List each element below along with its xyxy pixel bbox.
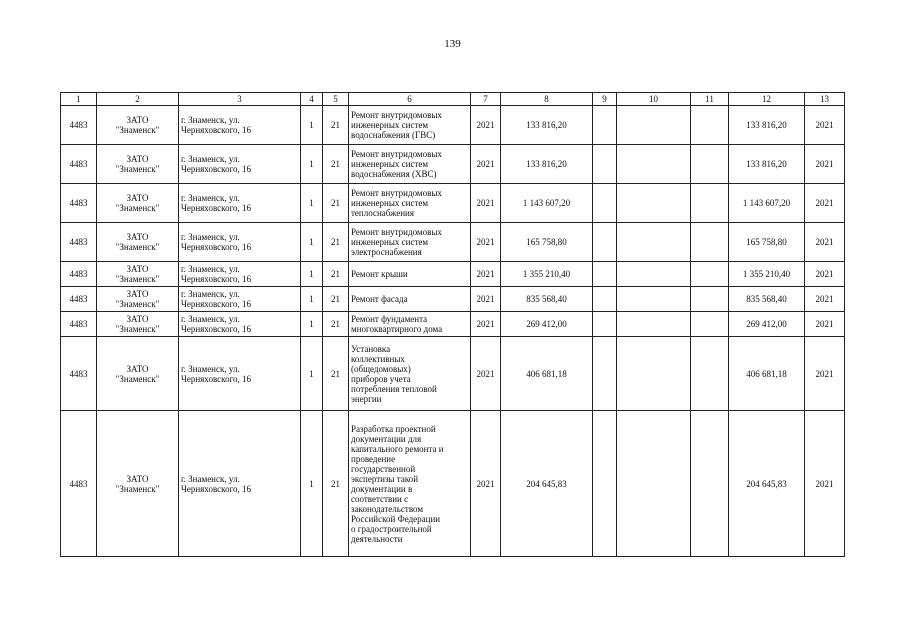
- cell-col9: [593, 184, 617, 223]
- cell-line: Черняховского, 16: [181, 164, 252, 174]
- cell-col11: [691, 337, 729, 411]
- cell-id: 4483: [61, 106, 97, 145]
- cell-line: ЗАТО: [126, 232, 149, 242]
- cell-line: деятельности: [351, 533, 403, 544]
- cell-line: ЗАТО: [126, 363, 149, 374]
- cell-col4: 1: [301, 262, 323, 287]
- cell-year: 2021: [471, 312, 501, 337]
- cell-id: 4483: [61, 223, 97, 262]
- column-header-5: 5: [323, 93, 349, 106]
- cell-year: 2021: [471, 411, 501, 557]
- cell-line: ЗАТО: [126, 289, 149, 299]
- cell-line: соответствии с: [351, 493, 409, 504]
- cell-col4: 1: [301, 184, 323, 223]
- cell-total: 133 816,20: [501, 106, 593, 145]
- table-body: [61, 106, 845, 557]
- cell-col13: 2021: [805, 262, 845, 287]
- cell-line: Черняховского, 16: [181, 125, 252, 135]
- cell-total: 1 143 607,20: [501, 184, 593, 223]
- cell-line: документации в: [351, 483, 413, 494]
- cell-line: энергии: [351, 393, 382, 404]
- column-header-3: 3: [179, 93, 301, 106]
- cell-line: ЗАТО: [126, 473, 149, 484]
- cell-line: ЗАТО: [126, 193, 149, 203]
- cell-line: теплоснабжения: [351, 208, 414, 218]
- cell-line: "Знаменск": [115, 242, 160, 252]
- table-row: [61, 262, 845, 287]
- cell-col12: 835 568,40: [729, 287, 805, 312]
- cell-col4: 1: [301, 145, 323, 184]
- cell-col12: 204 645,83: [729, 411, 805, 557]
- cell-col5: 21: [323, 262, 349, 287]
- cell-col11: [691, 223, 729, 262]
- cell-work-type: [349, 337, 471, 411]
- cell-id: 4483: [61, 411, 97, 557]
- cell-line: ЗАТО: [126, 154, 149, 164]
- cell-line: Ремонт внутридомовых: [351, 227, 442, 237]
- cell-col9: [593, 312, 617, 337]
- header-row: [61, 93, 845, 106]
- cell-line: г. Знаменск, ул.: [181, 314, 240, 324]
- cell-line: "Знаменск": [115, 274, 160, 284]
- cell-address: [179, 223, 301, 262]
- cell-col13: 2021: [805, 312, 845, 337]
- cell-col4: 1: [301, 106, 323, 145]
- cell-line: Черняховского, 16: [181, 373, 252, 384]
- column-header-12: 12: [729, 93, 805, 106]
- cell-col13: 2021: [805, 287, 845, 312]
- cell-year: 2021: [471, 145, 501, 184]
- cell-total: 1 355 210,40: [501, 262, 593, 287]
- cell-total: 835 568,40: [501, 287, 593, 312]
- cell-year: 2021: [471, 106, 501, 145]
- cell-municipality: [97, 145, 179, 184]
- column-header-6: 6: [349, 93, 471, 106]
- cell-line: Ремонт фасада: [351, 294, 408, 304]
- cell-col12: 1 143 607,20: [729, 184, 805, 223]
- cell-col4: 1: [301, 337, 323, 411]
- column-header-4: 4: [301, 93, 323, 106]
- cell-line: "Знаменск": [115, 483, 160, 494]
- cell-line: государственной: [351, 463, 416, 474]
- cell-col11: [691, 287, 729, 312]
- cell-work-type: [349, 287, 471, 312]
- cell-col4: 1: [301, 223, 323, 262]
- cell-line: инженерных систем: [351, 120, 429, 130]
- cell-line: документации для: [351, 433, 422, 444]
- cell-line: "Знаменск": [115, 324, 160, 334]
- cell-line: "Знаменск": [115, 164, 160, 174]
- cell-line: г. Знаменск, ул.: [181, 473, 240, 484]
- cell-line: г. Знаменск, ул.: [181, 193, 240, 203]
- cell-address: [179, 106, 301, 145]
- table-row: [61, 145, 845, 184]
- cell-col9: [593, 337, 617, 411]
- cell-col5: 21: [323, 223, 349, 262]
- cell-line: Ремонт крыши: [351, 269, 408, 279]
- cell-col5: 21: [323, 411, 349, 557]
- cell-line: "Знаменск": [115, 373, 160, 384]
- cell-col12: 133 816,20: [729, 145, 805, 184]
- cell-line: ЗАТО: [126, 314, 149, 324]
- cell-col11: [691, 411, 729, 557]
- cell-col10: [617, 184, 691, 223]
- table-row: [61, 312, 845, 337]
- cell-line: законодательством: [351, 503, 424, 514]
- cell-total: 133 816,20: [501, 145, 593, 184]
- cell-line: проведение: [351, 453, 396, 464]
- column-header-11: 11: [691, 93, 729, 106]
- cell-line: г. Знаменск, ул.: [181, 232, 240, 242]
- cell-total: 406 681,18: [501, 337, 593, 411]
- cell-line: г. Знаменск, ул.: [181, 289, 240, 299]
- cell-municipality: [97, 184, 179, 223]
- cell-municipality: [97, 337, 179, 411]
- column-header-10: 10: [617, 93, 691, 106]
- cell-line: Черняховского, 16: [181, 299, 252, 309]
- cell-total: 165 758,80: [501, 223, 593, 262]
- cell-col10: [617, 337, 691, 411]
- cell-col9: [593, 106, 617, 145]
- cell-col5: 21: [323, 312, 349, 337]
- cell-line: ЗАТО: [126, 264, 149, 274]
- cell-line: Черняховского, 16: [181, 242, 252, 252]
- cell-line: Черняховского, 16: [181, 203, 252, 213]
- cell-line: инженерных систем: [351, 198, 429, 208]
- cell-col4: 1: [301, 312, 323, 337]
- cell-line: Российской Федерации: [351, 513, 441, 524]
- column-header-1: 1: [61, 93, 97, 106]
- cell-line: г. Знаменск, ул.: [181, 264, 240, 274]
- cell-municipality: [97, 312, 179, 337]
- table-row: [61, 106, 845, 145]
- cell-id: 4483: [61, 184, 97, 223]
- cell-col9: [593, 262, 617, 287]
- cell-work-type: [349, 184, 471, 223]
- cell-work-type: [349, 145, 471, 184]
- cell-col12: 406 681,18: [729, 337, 805, 411]
- cell-col13: 2021: [805, 145, 845, 184]
- cell-col5: 21: [323, 184, 349, 223]
- cell-work-type: [349, 223, 471, 262]
- cell-address: [179, 312, 301, 337]
- cell-address: [179, 184, 301, 223]
- cell-id: 4483: [61, 145, 97, 184]
- cell-id: 4483: [61, 287, 97, 312]
- cell-line: Черняховского, 16: [181, 324, 252, 334]
- column-header-8: 8: [501, 93, 593, 106]
- table-row: [61, 287, 845, 312]
- cell-line: экспертизы такой: [351, 473, 419, 484]
- cell-line: "Знаменск": [115, 125, 160, 135]
- cell-col10: [617, 106, 691, 145]
- cell-line: "Знаменск": [115, 203, 160, 213]
- table-row: [61, 411, 845, 557]
- cell-col9: [593, 145, 617, 184]
- cell-col5: 21: [323, 287, 349, 312]
- cell-municipality: [97, 106, 179, 145]
- cell-work-type: [349, 262, 471, 287]
- cell-work-type: [349, 312, 471, 337]
- cell-line: коллективных: [351, 353, 405, 364]
- cell-id: 4483: [61, 337, 97, 411]
- cell-line: водоснабжения (ГВС): [351, 130, 436, 140]
- column-header-2: 2: [97, 93, 179, 106]
- cell-municipality: [97, 287, 179, 312]
- cell-line: Черняховского, 16: [181, 483, 252, 494]
- cell-col9: [593, 223, 617, 262]
- cell-col12: 133 816,20: [729, 106, 805, 145]
- cell-col10: [617, 262, 691, 287]
- cell-col11: [691, 106, 729, 145]
- cell-line: водоснабжения (ХВС): [351, 169, 437, 179]
- cell-address: [179, 411, 301, 557]
- cell-work-type: [349, 411, 471, 557]
- cell-col4: 1: [301, 287, 323, 312]
- cell-col13: 2021: [805, 337, 845, 411]
- cell-id: 4483: [61, 262, 97, 287]
- cell-col9: [593, 411, 617, 557]
- cell-col11: [691, 312, 729, 337]
- cell-municipality: [97, 411, 179, 557]
- cell-col10: [617, 287, 691, 312]
- cell-year: 2021: [471, 184, 501, 223]
- table-row: [61, 184, 845, 223]
- cell-line: о градостроительной: [351, 523, 432, 534]
- cell-col13: 2021: [805, 106, 845, 145]
- cell-col11: [691, 262, 729, 287]
- cell-col4: 1: [301, 411, 323, 557]
- cell-line: электроснабжения: [351, 247, 422, 257]
- cell-col5: 21: [323, 145, 349, 184]
- cell-address: [179, 145, 301, 184]
- cell-address: [179, 287, 301, 312]
- cell-line: "Знаменск": [115, 299, 160, 309]
- cell-line: инженерных систем: [351, 159, 429, 169]
- cell-year: 2021: [471, 262, 501, 287]
- cell-col12: 165 758,80: [729, 223, 805, 262]
- cell-line: г. Знаменск, ул.: [181, 115, 240, 125]
- cell-col5: 21: [323, 337, 349, 411]
- budget-table: [60, 92, 845, 557]
- column-header-9: 9: [593, 93, 617, 106]
- cell-line: Ремонт внутридомовых: [351, 188, 442, 198]
- table-row: [61, 223, 845, 262]
- cell-line: Установка: [351, 343, 391, 354]
- cell-col5: 21: [323, 106, 349, 145]
- column-header-7: 7: [471, 93, 501, 106]
- cell-total: 269 412,00: [501, 312, 593, 337]
- cell-line: капитального ремонта и: [351, 443, 444, 454]
- cell-id: 4483: [61, 312, 97, 337]
- cell-col13: 2021: [805, 411, 845, 557]
- cell-col10: [617, 411, 691, 557]
- cell-line: Черняховского, 16: [181, 274, 252, 284]
- page-number: 139: [444, 38, 461, 50]
- cell-line: Разработка проектной: [351, 423, 436, 434]
- cell-col10: [617, 145, 691, 184]
- cell-year: 2021: [471, 223, 501, 262]
- cell-line: г. Знаменск, ул.: [181, 154, 240, 164]
- cell-col13: 2021: [805, 184, 845, 223]
- cell-col10: [617, 312, 691, 337]
- cell-line: Ремонт внутридомовых: [351, 110, 442, 120]
- cell-line: инженерных систем: [351, 237, 429, 247]
- cell-year: 2021: [471, 287, 501, 312]
- cell-total: 204 645,83: [501, 411, 593, 557]
- cell-col13: 2021: [805, 223, 845, 262]
- cell-col12: 1 355 210,40: [729, 262, 805, 287]
- cell-line: приборов учета: [351, 373, 411, 384]
- cell-line: Ремонт фундамента: [351, 314, 428, 324]
- cell-work-type: [349, 106, 471, 145]
- cell-line: г. Знаменск, ул.: [181, 363, 240, 374]
- cell-line: потребления тепловой: [351, 383, 437, 394]
- column-header-13: 13: [805, 93, 845, 106]
- cell-line: ЗАТО: [126, 115, 149, 125]
- cell-col10: [617, 223, 691, 262]
- cell-address: [179, 262, 301, 287]
- cell-col11: [691, 145, 729, 184]
- cell-line: многоквартирного дома: [351, 324, 443, 334]
- cell-municipality: [97, 223, 179, 262]
- cell-col9: [593, 287, 617, 312]
- cell-col12: 269 412,00: [729, 312, 805, 337]
- cell-year: 2021: [471, 337, 501, 411]
- cell-municipality: [97, 262, 179, 287]
- cell-col11: [691, 184, 729, 223]
- table-row: [61, 337, 845, 411]
- cell-address: [179, 337, 301, 411]
- cell-line: Ремонт внутридомовых: [351, 149, 442, 159]
- cell-line: (общедомовых): [351, 363, 411, 374]
